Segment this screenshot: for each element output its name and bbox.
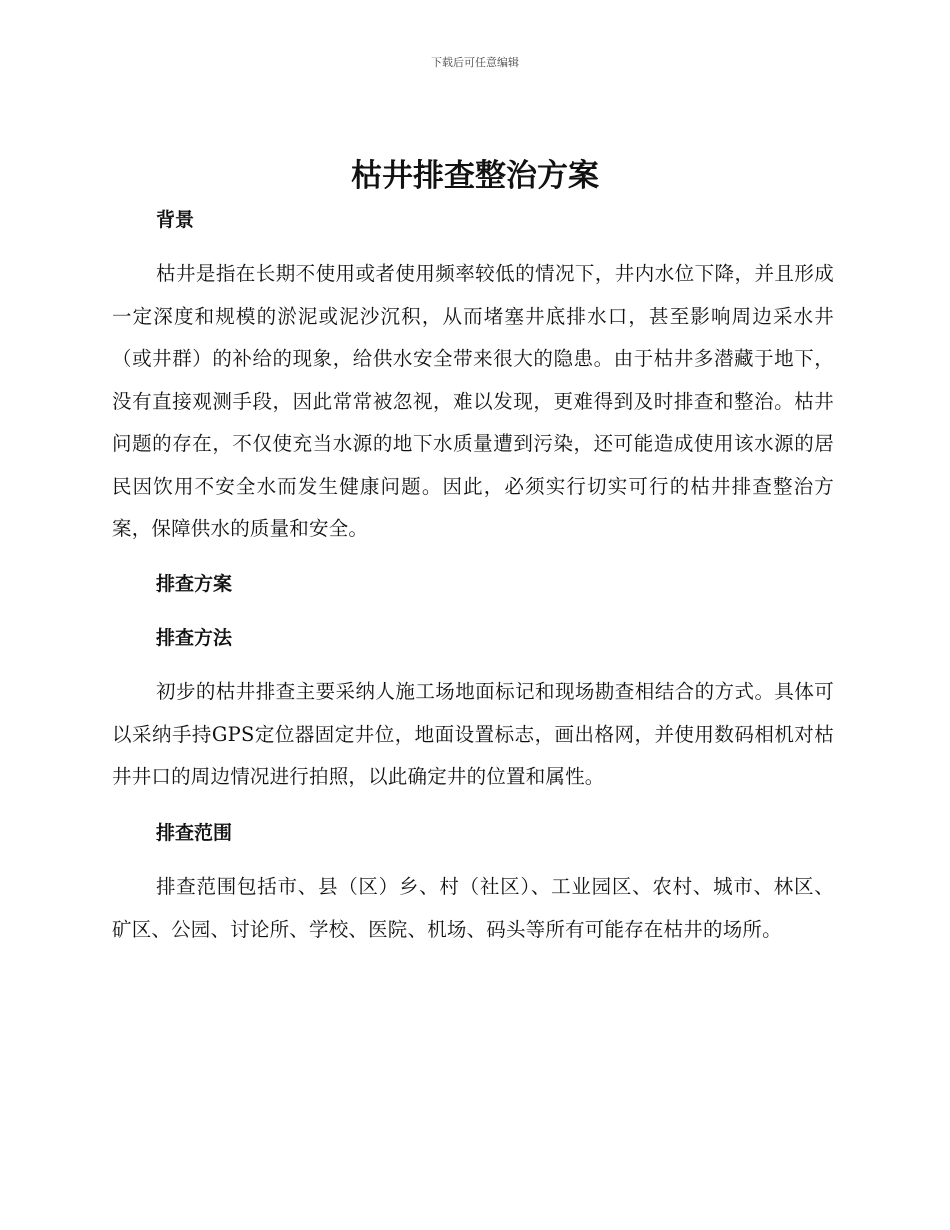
section-paragraph-method: 初步的枯井排查主要采纳人施工场地面标记和现场勘查相结合的方式。具体可以采纳手持GPS定位器固定井位，地面设置标志，画出格网，并使用数码相机对枯井井口的周边情况进行拍照，以此确定井的位置和属性。 xyxy=(112,680,834,788)
page-title: 枯井排查整治方案 xyxy=(351,158,599,194)
section-heading-background: 背景 xyxy=(156,209,195,231)
section-heading-scope: 排查范围 xyxy=(156,822,233,844)
header-note: 下载后可任意编辑 xyxy=(431,56,519,69)
section-heading-method: 排查方法 xyxy=(156,627,233,649)
section-heading-plan: 排查方案 xyxy=(156,573,233,595)
section-paragraph-scope: 排查范围包括市、县（区）乡、村（社区）、工业园区、农村、城市、林区、矿区、公园、讨论所、学校、医院、机场、码头等所有可能存在枯井的场所。 xyxy=(112,875,834,941)
section-paragraph-background: 枯井是指在长期不使用或者使用频率较低的情况下，井内水位下降，并且形成一定深度和规模的淤泥或泥沙沉积，从而堵塞井底排水口，甚至影响周边采水井（或井群）的补给的现象，给供水安全带来很大的隐患。由于枯井多潜藏于地下，没有直接观测手段，因此常常被忽视，难以发现，更难得到及时排查和整治。枯井问题的存在，不仅使充当水源的地下水质量遭到污染，还可能造成使用该水源的居民因饮用不安全水而发生健康问题。因此，必须实行切实可行的枯井排查整治方案，保障供水的质量和安全。 xyxy=(112,262,834,540)
